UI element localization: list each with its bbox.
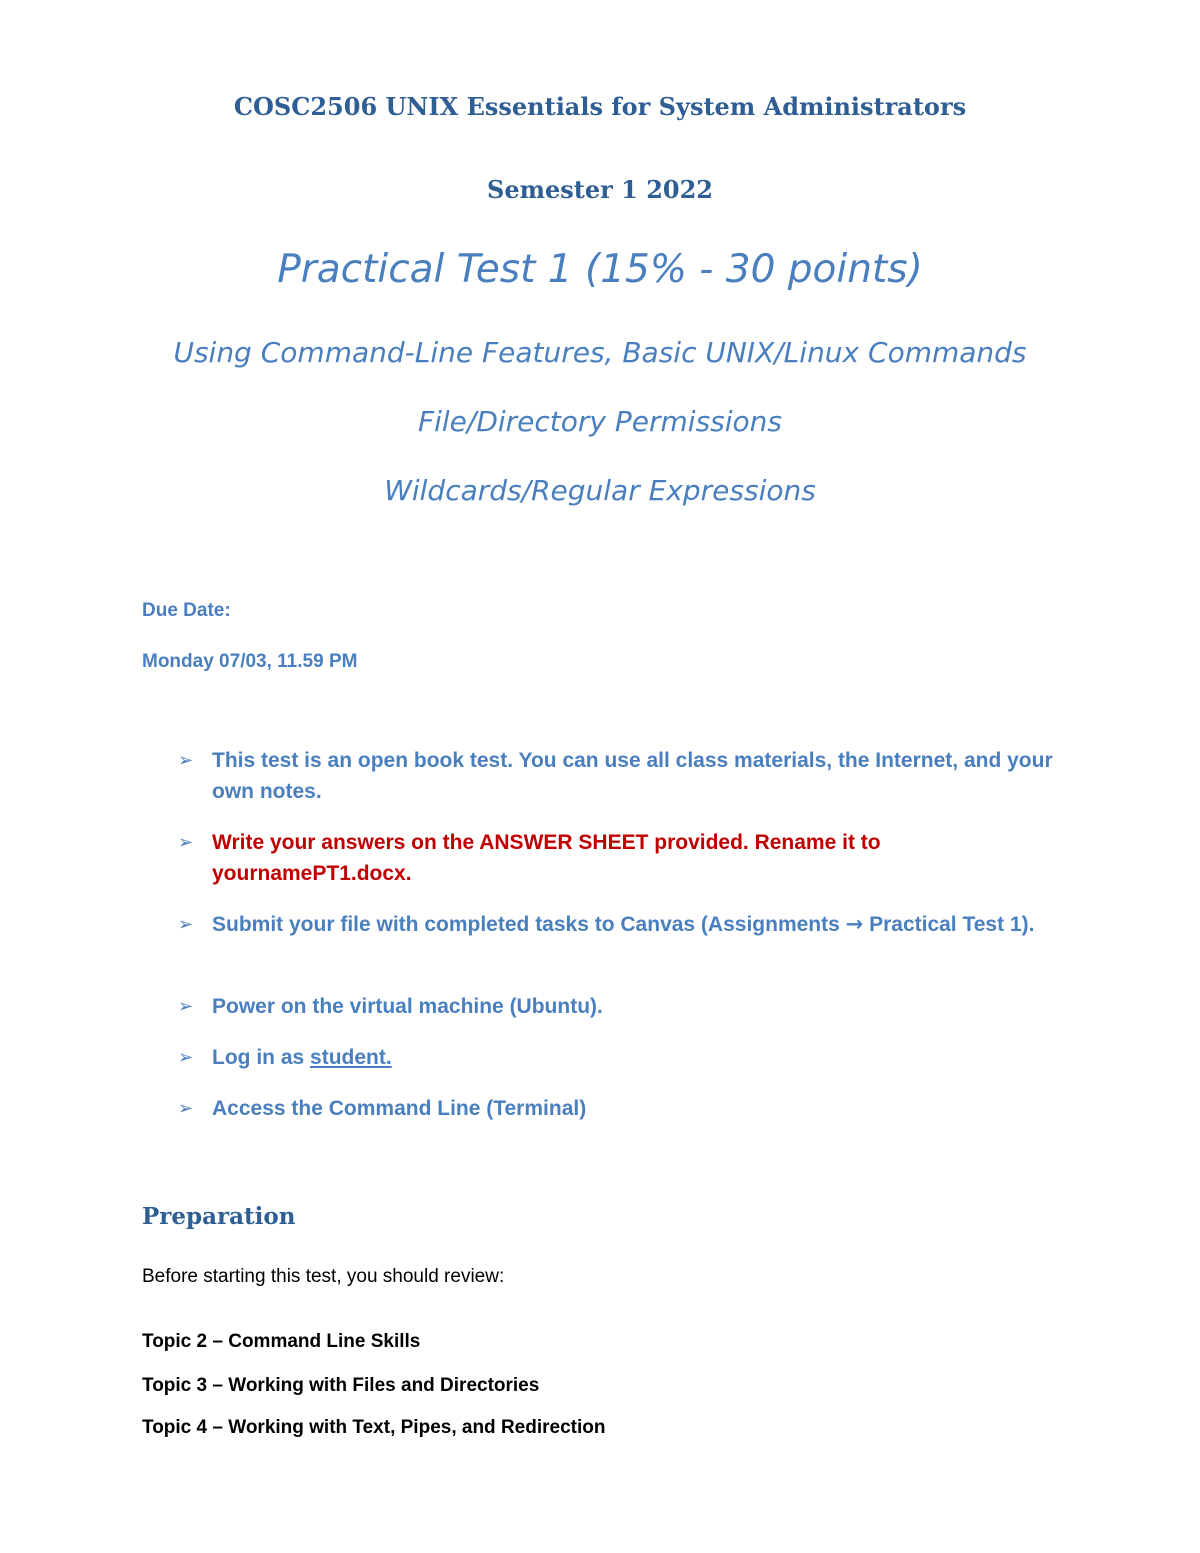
- instruction-answer-sheet: ➢ Write your answers on the ANSWER SHEET provided. Rename it to yournamePT1.docx.: [178, 827, 1078, 889]
- subtitle-permissions: File/Directory Permissions: [418, 405, 782, 438]
- subtitle-wildcards: Wildcards/Regular Expressions: [384, 474, 816, 507]
- instruction-open-book: ➢ This test is an open book test. You can use all class materials, the Internet, and your own notes.: [178, 745, 1078, 807]
- instruction-power-on: ➢ Power on the virtual machine (Ubuntu).: [178, 991, 1078, 1022]
- bullet-arrow-icon: ➢: [178, 832, 194, 853]
- topic-item: Topic 2 – Command Line Skills: [142, 1331, 421, 1352]
- topic-item: Topic 4 – Working with Text, Pipes, and Redirection: [142, 1417, 606, 1438]
- due-date-label: Due Date:: [142, 600, 231, 621]
- preparation-intro: Before starting this test, you should review:: [142, 1266, 505, 1287]
- course-title: COSC2506 UNIX Essentials for System Administrators: [233, 92, 967, 121]
- bullet-arrow-icon: ➢: [178, 996, 194, 1017]
- topic-item: Topic 3 – Working with Files and Directories: [142, 1375, 540, 1396]
- bullet-arrow-icon: ➢: [178, 914, 194, 935]
- instruction-login: ➢ Log in as student.: [178, 1042, 1078, 1073]
- right-arrow-icon: →: [845, 912, 864, 936]
- instruction-submit: ➢ Submit your file with completed tasks to Canvas (Assignments → Practical Test 1).: [178, 909, 1078, 940]
- bullet-arrow-icon: ➢: [178, 1047, 194, 1068]
- login-username: student.: [310, 1046, 392, 1069]
- subtitle-commands: Using Command-Line Features, Basic UNIX/Linux Commands: [173, 336, 1027, 369]
- preparation-heading: Preparation: [142, 1203, 296, 1230]
- bullet-arrow-icon: ➢: [178, 750, 194, 771]
- test-title: Practical Test 1 (15% - 30 points): [277, 247, 923, 292]
- instruction-access-terminal: ➢ Access the Command Line (Terminal): [178, 1093, 1078, 1124]
- due-date-value: Monday 07/03, 11.59 PM: [142, 651, 358, 672]
- bullet-arrow-icon: ➢: [178, 1098, 194, 1119]
- semester-label: Semester 1 2022: [487, 175, 713, 204]
